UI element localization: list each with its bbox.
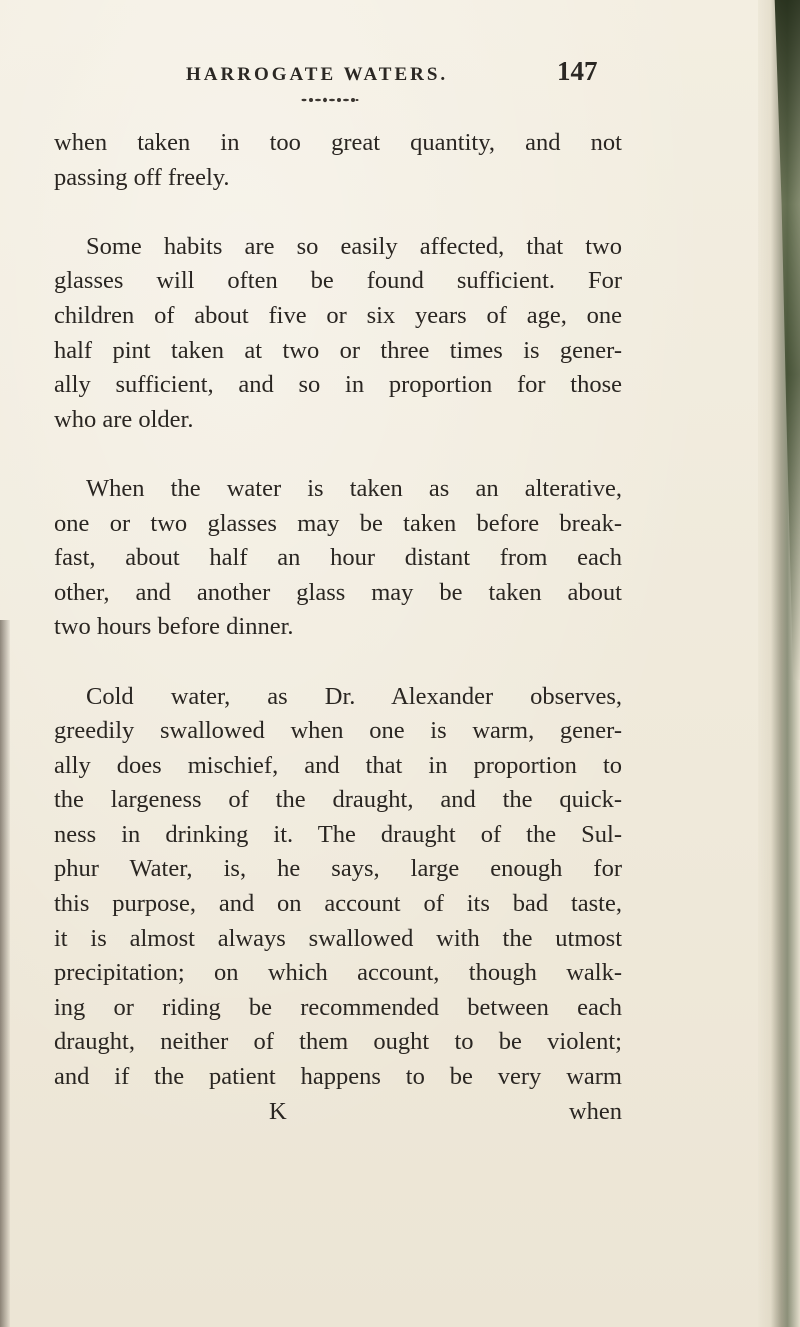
text-line: fast, about half an hour distant from each [54,544,622,572]
text-line: Some habits are so easily affected, that two [86,232,622,260]
page-number: 147 [557,56,598,86]
text-line: half pint taken at two or three times is gener- [54,336,622,364]
text-line: who are older. [54,405,194,433]
binding-shadow [0,620,10,1327]
text-line: When the water is taken as an alterative, [86,474,622,502]
text-line: Cold water, as Dr. Alexander observes, [86,682,622,710]
text-line: this purpose, and on account of its bad taste, [54,890,622,918]
text-line: when taken in too great quantity, and not [54,129,622,156]
ornament-rule [301,96,359,104]
text-line: draught, neither of them ought to be violent; [54,1028,622,1056]
text-line: phur Water, is, he says, large enough for [54,855,622,883]
text-line: ness in drinking it. The draught of the Sul- [54,820,622,848]
text-line: children of about five or six years of age, one [54,301,622,329]
paragraph-gap [54,645,622,680]
running-title: HARROGATE WATERS. [186,64,449,85]
page-header [0,56,800,98]
paragraph-gap [54,195,622,230]
text-line: ally sufficient, and so in proportion for those [54,371,622,399]
text-line: greedily swallowed when one is warm, gener- [54,717,622,745]
body-text [54,126,622,1129]
text-line: the largeness of the draught, and the quick- [54,786,622,814]
text-line: one or two glasses may be taken before break- [54,509,622,537]
text-line: it is almost always swallowed with the utmost [54,924,622,952]
paragraph-gap [54,437,622,472]
text-line: ing or riding be recommended between each [54,993,622,1021]
text-line: two hours before dinner. [54,613,294,641]
text-line: other, and another glass may be taken about [54,578,622,606]
catchword: when [568,1097,622,1125]
footer-line [54,1095,622,1130]
text-line: glasses will often be found sufficient. For [54,267,622,295]
text-line: precipitation; on which account, though walk- [54,959,622,987]
signature-mark: K [269,1097,287,1125]
text-line: passing off freely. [54,163,230,191]
text-line: and if the patient happens to be very warm [54,1063,622,1091]
text-line: ally does mischief, and that in proportion to [54,751,622,779]
